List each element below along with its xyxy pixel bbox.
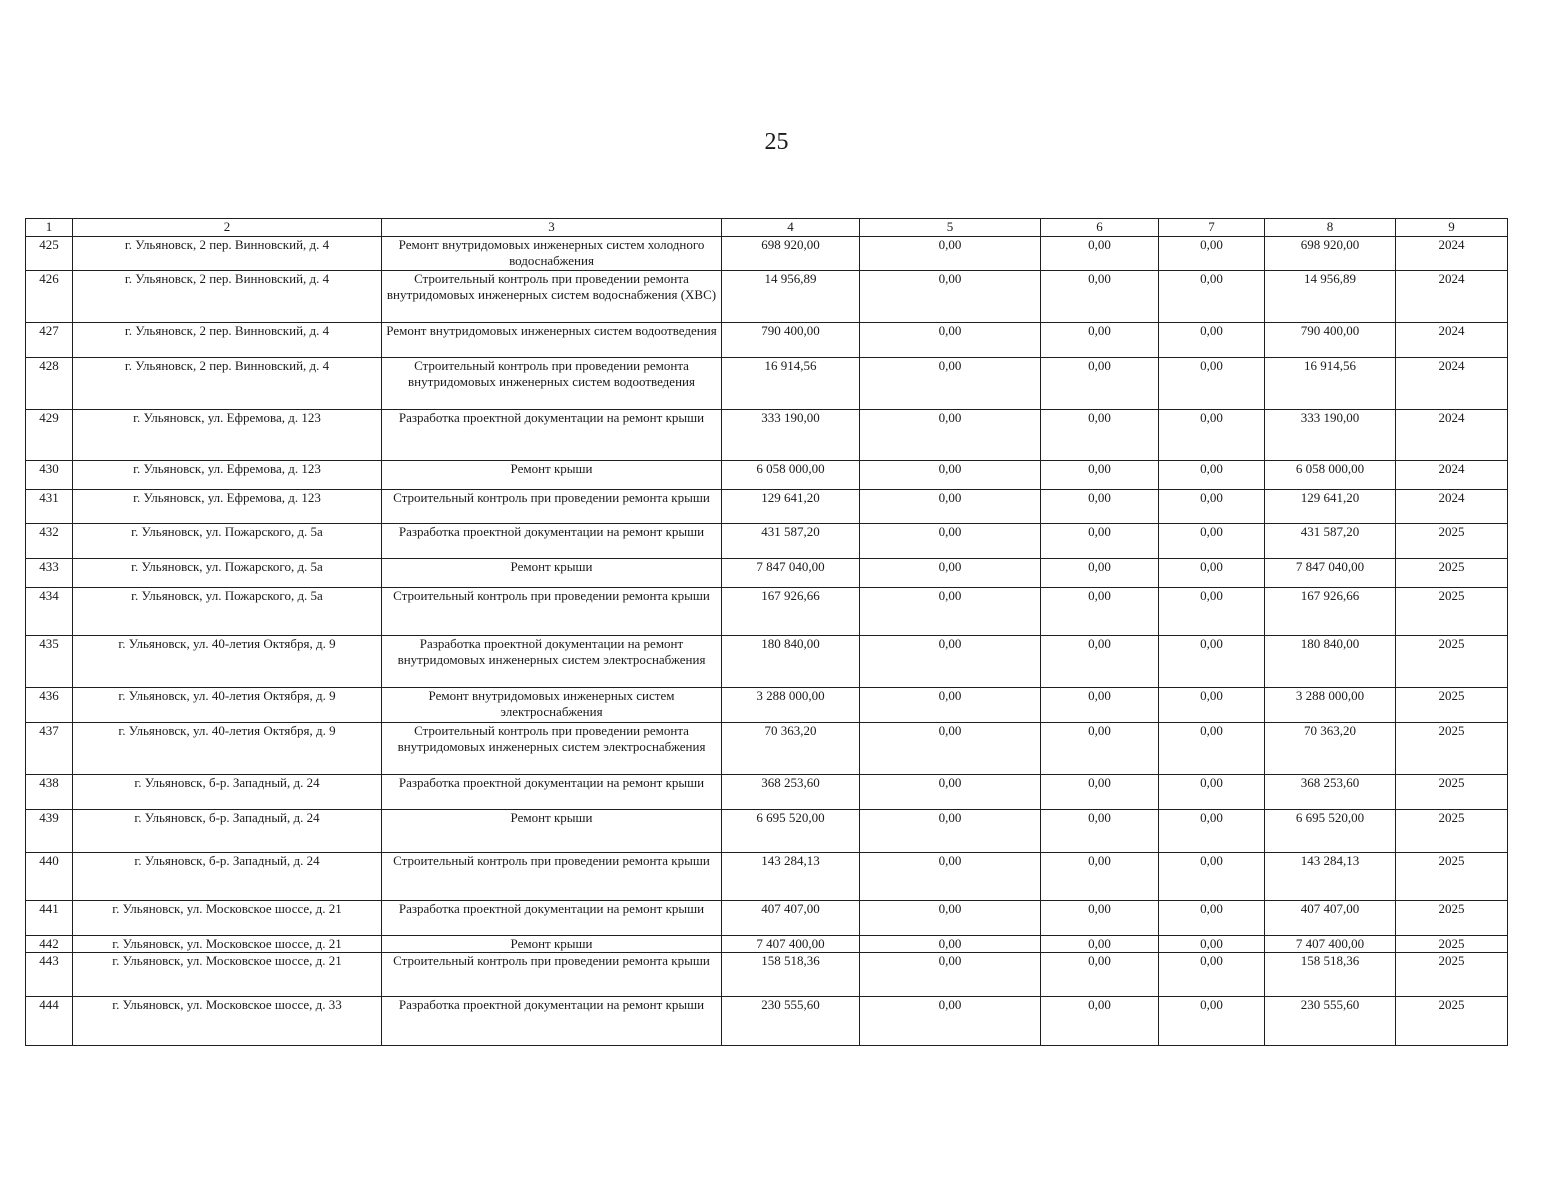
owner-funds: 7 407 400,00: [1265, 936, 1396, 953]
column-header-7: 7: [1159, 219, 1265, 237]
column-header-4: 4: [722, 219, 860, 237]
address: г. Ульяновск, 2 пер. Винновский, д. 4: [73, 237, 382, 271]
row-number: 438: [26, 775, 73, 810]
total-cost: 7 407 400,00: [722, 936, 860, 953]
col-5-value: 0,00: [860, 953, 1041, 997]
year: 2025: [1396, 953, 1508, 997]
col-6-value: 0,00: [1041, 853, 1159, 901]
total-cost: 333 190,00: [722, 410, 860, 461]
work-type: Ремонт крыши: [382, 461, 722, 490]
row-number: 444: [26, 997, 73, 1046]
owner-funds: 407 407,00: [1265, 901, 1396, 936]
total-cost: 368 253,60: [722, 775, 860, 810]
address: г. Ульяновск, б-р. Западный, д. 24: [73, 853, 382, 901]
row-number: 427: [26, 323, 73, 358]
owner-funds: 333 190,00: [1265, 410, 1396, 461]
total-cost: 180 840,00: [722, 636, 860, 688]
table-row: [26, 237, 1508, 271]
total-cost: 790 400,00: [722, 323, 860, 358]
work-type: Строительный контроль при проведении ремонта крыши: [382, 490, 722, 524]
col-7-value: 0,00: [1159, 271, 1265, 323]
owner-funds: 698 920,00: [1265, 237, 1396, 271]
column-header-1: 1: [26, 219, 73, 237]
year: 2025: [1396, 810, 1508, 853]
owner-funds: 129 641,20: [1265, 490, 1396, 524]
total-cost: 6 695 520,00: [722, 810, 860, 853]
col-6-value: 0,00: [1041, 323, 1159, 358]
col-5-value: 0,00: [860, 901, 1041, 936]
table-row: [26, 775, 1508, 810]
repair-works-table: [25, 218, 1508, 1046]
col-7-value: 0,00: [1159, 901, 1265, 936]
total-cost: 6 058 000,00: [722, 461, 860, 490]
table-row: [26, 936, 1508, 953]
col-6-value: 0,00: [1041, 559, 1159, 588]
row-number: 437: [26, 723, 73, 775]
col-7-value: 0,00: [1159, 559, 1265, 588]
col-7-value: 0,00: [1159, 810, 1265, 853]
row-number: 441: [26, 901, 73, 936]
row-number: 434: [26, 588, 73, 636]
year: 2025: [1396, 588, 1508, 636]
total-cost: 167 926,66: [722, 588, 860, 636]
total-cost: 158 518,36: [722, 953, 860, 997]
column-header-8: 8: [1265, 219, 1396, 237]
col-5-value: 0,00: [860, 936, 1041, 953]
table-row: [26, 853, 1508, 901]
address: г. Ульяновск, ул. 40-летия Октября, д. 9: [73, 688, 382, 723]
year: 2024: [1396, 323, 1508, 358]
address: г. Ульяновск, ул. Пожарского, д. 5а: [73, 588, 382, 636]
owner-funds: 7 847 040,00: [1265, 559, 1396, 588]
row-number: 433: [26, 559, 73, 588]
address: г. Ульяновск, ул. Московское шоссе, д. 21: [73, 936, 382, 953]
owner-funds: 143 284,13: [1265, 853, 1396, 901]
col-6-value: 0,00: [1041, 490, 1159, 524]
year: 2025: [1396, 936, 1508, 953]
col-5-value: 0,00: [860, 237, 1041, 271]
row-number: 428: [26, 358, 73, 410]
col-7-value: 0,00: [1159, 997, 1265, 1046]
col-5-value: 0,00: [860, 461, 1041, 490]
total-cost: 14 956,89: [722, 271, 860, 323]
year: 2025: [1396, 901, 1508, 936]
owner-funds: 14 956,89: [1265, 271, 1396, 323]
work-type: Разработка проектной документации на ремонт внутридомовых инженерных систем электроснабжения: [382, 636, 722, 688]
col-6-value: 0,00: [1041, 810, 1159, 853]
owner-funds: 158 518,36: [1265, 953, 1396, 997]
column-header-9: 9: [1396, 219, 1508, 237]
row-number: 439: [26, 810, 73, 853]
year: 2024: [1396, 358, 1508, 410]
col-5-value: 0,00: [860, 410, 1041, 461]
owner-funds: 368 253,60: [1265, 775, 1396, 810]
row-number: 443: [26, 953, 73, 997]
col-6-value: 0,00: [1041, 775, 1159, 810]
row-number: 430: [26, 461, 73, 490]
year: 2025: [1396, 636, 1508, 688]
address: г. Ульяновск, ул. Пожарского, д. 5а: [73, 524, 382, 559]
work-type: Строительный контроль при проведении ремонта крыши: [382, 588, 722, 636]
total-cost: 16 914,56: [722, 358, 860, 410]
year: 2025: [1396, 775, 1508, 810]
col-6-value: 0,00: [1041, 636, 1159, 688]
row-number: 436: [26, 688, 73, 723]
col-5-value: 0,00: [860, 636, 1041, 688]
address: г. Ульяновск, ул. Ефремова, д. 123: [73, 461, 382, 490]
table-row: [26, 323, 1508, 358]
work-type: Строительный контроль при проведении ремонта внутридомовых инженерных систем электроснабжения: [382, 723, 722, 775]
row-number: 425: [26, 237, 73, 271]
col-7-value: 0,00: [1159, 688, 1265, 723]
col-7-value: 0,00: [1159, 853, 1265, 901]
address: г. Ульяновск, ул. 40-летия Октября, д. 9: [73, 636, 382, 688]
owner-funds: 16 914,56: [1265, 358, 1396, 410]
col-7-value: 0,00: [1159, 323, 1265, 358]
year: 2025: [1396, 688, 1508, 723]
total-cost: 698 920,00: [722, 237, 860, 271]
total-cost: 230 555,60: [722, 997, 860, 1046]
col-5-value: 0,00: [860, 271, 1041, 323]
owner-funds: 3 288 000,00: [1265, 688, 1396, 723]
owner-funds: 790 400,00: [1265, 323, 1396, 358]
owner-funds: 230 555,60: [1265, 997, 1396, 1046]
col-6-value: 0,00: [1041, 524, 1159, 559]
row-number: 431: [26, 490, 73, 524]
owner-funds: 167 926,66: [1265, 588, 1396, 636]
owner-funds: 180 840,00: [1265, 636, 1396, 688]
col-7-value: 0,00: [1159, 410, 1265, 461]
col-7-value: 0,00: [1159, 524, 1265, 559]
row-number: 429: [26, 410, 73, 461]
address: г. Ульяновск, ул. Ефремова, д. 123: [73, 410, 382, 461]
table-header: [26, 219, 1508, 237]
col-6-value: 0,00: [1041, 997, 1159, 1046]
table-row: [26, 636, 1508, 688]
table-row: [26, 410, 1508, 461]
col-5-value: 0,00: [860, 688, 1041, 723]
col-5-value: 0,00: [860, 723, 1041, 775]
table-row: [26, 358, 1508, 410]
row-number: 432: [26, 524, 73, 559]
header-row: [26, 219, 1508, 237]
work-type: Ремонт внутридомовых инженерных систем электроснабжения: [382, 688, 722, 723]
row-number: 442: [26, 936, 73, 953]
work-type: Ремонт крыши: [382, 936, 722, 953]
total-cost: 143 284,13: [722, 853, 860, 901]
year: 2024: [1396, 461, 1508, 490]
col-7-value: 0,00: [1159, 636, 1265, 688]
col-7-value: 0,00: [1159, 588, 1265, 636]
col-6-value: 0,00: [1041, 723, 1159, 775]
col-6-value: 0,00: [1041, 901, 1159, 936]
owner-funds: 431 587,20: [1265, 524, 1396, 559]
col-6-value: 0,00: [1041, 271, 1159, 323]
work-type: Ремонт внутридомовых инженерных систем водоотведения: [382, 323, 722, 358]
table-row: [26, 271, 1508, 323]
col-6-value: 0,00: [1041, 953, 1159, 997]
table-row: [26, 588, 1508, 636]
col-7-value: 0,00: [1159, 936, 1265, 953]
row-number: 426: [26, 271, 73, 323]
year: 2024: [1396, 490, 1508, 524]
table-row: [26, 688, 1508, 723]
work-type: Строительный контроль при проведении ремонта внутридомовых инженерных систем водоснабжения (ХВС): [382, 271, 722, 323]
address: г. Ульяновск, б-р. Западный, д. 24: [73, 810, 382, 853]
owner-funds: 6 695 520,00: [1265, 810, 1396, 853]
address: г. Ульяновск, 2 пер. Винновский, д. 4: [73, 323, 382, 358]
owner-funds: 70 363,20: [1265, 723, 1396, 775]
column-header-5: 5: [860, 219, 1041, 237]
year: 2024: [1396, 410, 1508, 461]
work-type: Строительный контроль при проведении ремонта крыши: [382, 953, 722, 997]
year: 2025: [1396, 524, 1508, 559]
column-header-2: 2: [73, 219, 382, 237]
year: 2024: [1396, 271, 1508, 323]
col-5-value: 0,00: [860, 323, 1041, 358]
table-row: [26, 490, 1508, 524]
col-5-value: 0,00: [860, 559, 1041, 588]
work-type: Разработка проектной документации на ремонт крыши: [382, 524, 722, 559]
address: г. Ульяновск, ул. Московское шоссе, д. 33: [73, 997, 382, 1046]
col-6-value: 0,00: [1041, 237, 1159, 271]
row-number: 440: [26, 853, 73, 901]
col-5-value: 0,00: [860, 358, 1041, 410]
total-cost: 407 407,00: [722, 901, 860, 936]
address: г. Ульяновск, ул. Пожарского, д. 5а: [73, 559, 382, 588]
col-6-value: 0,00: [1041, 410, 1159, 461]
column-header-3: 3: [382, 219, 722, 237]
address: г. Ульяновск, б-р. Западный, д. 24: [73, 775, 382, 810]
col-7-value: 0,00: [1159, 461, 1265, 490]
address: г. Ульяновск, 2 пер. Винновский, д. 4: [73, 358, 382, 410]
col-6-value: 0,00: [1041, 358, 1159, 410]
year: 2025: [1396, 853, 1508, 901]
year: 2025: [1396, 723, 1508, 775]
year: 2024: [1396, 237, 1508, 271]
owner-funds: 6 058 000,00: [1265, 461, 1396, 490]
work-type: Разработка проектной документации на ремонт крыши: [382, 775, 722, 810]
column-header-6: 6: [1041, 219, 1159, 237]
col-7-value: 0,00: [1159, 358, 1265, 410]
col-5-value: 0,00: [860, 853, 1041, 901]
year: 2025: [1396, 997, 1508, 1046]
table-row: [26, 901, 1508, 936]
table-row: [26, 723, 1508, 775]
total-cost: 70 363,20: [722, 723, 860, 775]
table-row: [26, 953, 1508, 997]
col-5-value: 0,00: [860, 997, 1041, 1046]
col-5-value: 0,00: [860, 524, 1041, 559]
col-7-value: 0,00: [1159, 723, 1265, 775]
work-type: Разработка проектной документации на ремонт крыши: [382, 410, 722, 461]
address: г. Ульяновск, ул. Московское шоссе, д. 21: [73, 953, 382, 997]
page-number: 25: [764, 129, 789, 155]
total-cost: 7 847 040,00: [722, 559, 860, 588]
col-5-value: 0,00: [860, 490, 1041, 524]
address: г. Ульяновск, ул. 40-летия Октября, д. 9: [73, 723, 382, 775]
address: г. Ульяновск, ул. Ефремова, д. 123: [73, 490, 382, 524]
table-body: [26, 237, 1508, 1046]
total-cost: 129 641,20: [722, 490, 860, 524]
col-7-value: 0,00: [1159, 953, 1265, 997]
col-7-value: 0,00: [1159, 775, 1265, 810]
col-5-value: 0,00: [860, 810, 1041, 853]
table-row: [26, 810, 1508, 853]
work-type: Ремонт крыши: [382, 810, 722, 853]
work-type: Ремонт крыши: [382, 559, 722, 588]
work-type: Разработка проектной документации на ремонт крыши: [382, 997, 722, 1046]
col-5-value: 0,00: [860, 775, 1041, 810]
address: г. Ульяновск, 2 пер. Винновский, д. 4: [73, 271, 382, 323]
row-number: 435: [26, 636, 73, 688]
work-type: Ремонт внутридомовых инженерных систем холодного водоснабжения: [382, 237, 722, 271]
col-7-value: 0,00: [1159, 490, 1265, 524]
col-5-value: 0,00: [860, 588, 1041, 636]
work-type: Строительный контроль при проведении ремонта внутридомовых инженерных систем водоотведения: [382, 358, 722, 410]
total-cost: 3 288 000,00: [722, 688, 860, 723]
col-6-value: 0,00: [1041, 461, 1159, 490]
table-row: [26, 461, 1508, 490]
col-6-value: 0,00: [1041, 688, 1159, 723]
work-type: Строительный контроль при проведении ремонта крыши: [382, 853, 722, 901]
table-row: [26, 559, 1508, 588]
col-6-value: 0,00: [1041, 936, 1159, 953]
table-row: [26, 997, 1508, 1046]
table-row: [26, 524, 1508, 559]
total-cost: 431 587,20: [722, 524, 860, 559]
col-7-value: 0,00: [1159, 237, 1265, 271]
work-type: Разработка проектной документации на ремонт крыши: [382, 901, 722, 936]
col-6-value: 0,00: [1041, 588, 1159, 636]
year: 2025: [1396, 559, 1508, 588]
address: г. Ульяновск, ул. Московское шоссе, д. 21: [73, 901, 382, 936]
